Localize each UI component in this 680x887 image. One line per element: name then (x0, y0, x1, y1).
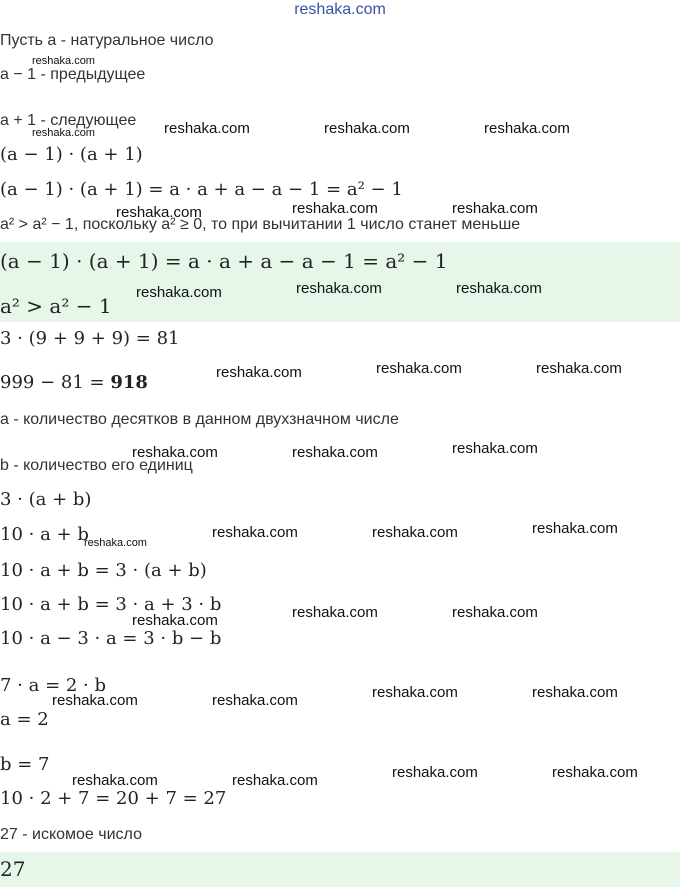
watermark[interactable]: reshaka.com (484, 120, 570, 137)
line-3: a + 1 - следующее (0, 112, 137, 129)
line-17: 10 · a − 3 · a = 3 · b − b (0, 628, 222, 649)
watermark[interactable]: reshaka.com (84, 537, 147, 549)
watermark[interactable]: reshaka.com (292, 444, 378, 461)
line-11: a - количество десятков в данном двухзначном числе (0, 411, 399, 428)
line-8-highlighted: a² > a² − 1 (0, 294, 112, 318)
line-10-expression: 999 − 81 = (0, 372, 111, 393)
line-7-highlighted: (a − 1) · (a + 1) = a · a + a − a − 1 = a² − 1 (0, 249, 448, 273)
watermark[interactable]: reshaka.com (132, 612, 218, 629)
watermark[interactable]: reshaka.com (532, 520, 618, 537)
watermark[interactable]: reshaka.com (372, 524, 458, 541)
line-20: b = 7 (0, 754, 50, 775)
watermark[interactable]: reshaka.com (32, 127, 95, 139)
watermark[interactable]: reshaka.com (456, 280, 542, 297)
watermark[interactable]: reshaka.com (324, 120, 410, 137)
line-13: 3 · (a + b) (0, 489, 92, 510)
watermark[interactable]: reshaka.com (552, 764, 638, 781)
watermark[interactable]: reshaka.com (212, 524, 298, 541)
watermark[interactable]: reshaka.com (232, 772, 318, 789)
line-12: b - количество его единиц (0, 457, 193, 474)
line-21: 10 · 2 + 7 = 20 + 7 = 27 (0, 788, 227, 809)
line-5: (a − 1) · (a + 1) = a · a + a − a − 1 = a² − 1 (0, 179, 403, 200)
watermark[interactable]: reshaka.com (292, 604, 378, 621)
watermark[interactable]: reshaka.com (452, 200, 538, 217)
line-14: 10 · a + b (0, 524, 89, 545)
watermark[interactable]: reshaka.com (532, 684, 618, 701)
line-4: (a − 1) · (a + 1) (0, 144, 143, 165)
line-10-result: 918 (110, 372, 148, 393)
line-18: 7 · a = 2 · b (0, 675, 107, 696)
line-15: 10 · a + b = 3 · (a + b) (0, 560, 207, 581)
watermark[interactable]: reshaka.com (132, 444, 218, 461)
watermark[interactable]: reshaka.com (452, 440, 538, 457)
watermark[interactable]: reshaka.com (212, 692, 298, 709)
watermark[interactable]: reshaka.com (136, 284, 222, 301)
line-22: 27 - искомое число (0, 826, 142, 843)
watermark[interactable]: reshaka.com (32, 55, 95, 67)
watermark[interactable]: reshaka.com (216, 364, 302, 381)
line-16: 10 · a + b = 3 · a + 3 · b (0, 594, 222, 615)
line-1: Пусть a - натуральное число (0, 32, 214, 49)
watermark[interactable]: reshaka.com (72, 772, 158, 789)
watermark[interactable]: reshaka.com (376, 360, 462, 377)
watermark[interactable]: reshaka.com (452, 604, 538, 621)
watermark[interactable]: reshaka.com (116, 204, 202, 221)
watermark[interactable]: reshaka.com (536, 360, 622, 377)
watermark[interactable]: reshaka.com (296, 280, 382, 297)
watermark[interactable]: reshaka.com (52, 692, 138, 709)
line-9: 3 · (9 + 9 + 9) = 81 (0, 328, 180, 349)
line-2: a − 1 - предыдущее (0, 66, 146, 83)
watermark[interactable]: reshaka.com (372, 684, 458, 701)
watermark[interactable]: reshaka.com (292, 200, 378, 217)
line-6: a² > a² − 1, поскольку a² ≥ 0, то при вычитании 1 число станет меньше (0, 216, 521, 233)
line-23-highlighted: 27 (0, 857, 26, 881)
answer-highlight-2 (0, 852, 680, 887)
watermark[interactable]: reshaka.com (164, 120, 250, 137)
watermark[interactable]: reshaka.com (392, 764, 478, 781)
line-19: a = 2 (0, 709, 49, 730)
header-watermark[interactable]: reshaka.com (294, 1, 386, 18)
line-10 (0, 374, 148, 392)
